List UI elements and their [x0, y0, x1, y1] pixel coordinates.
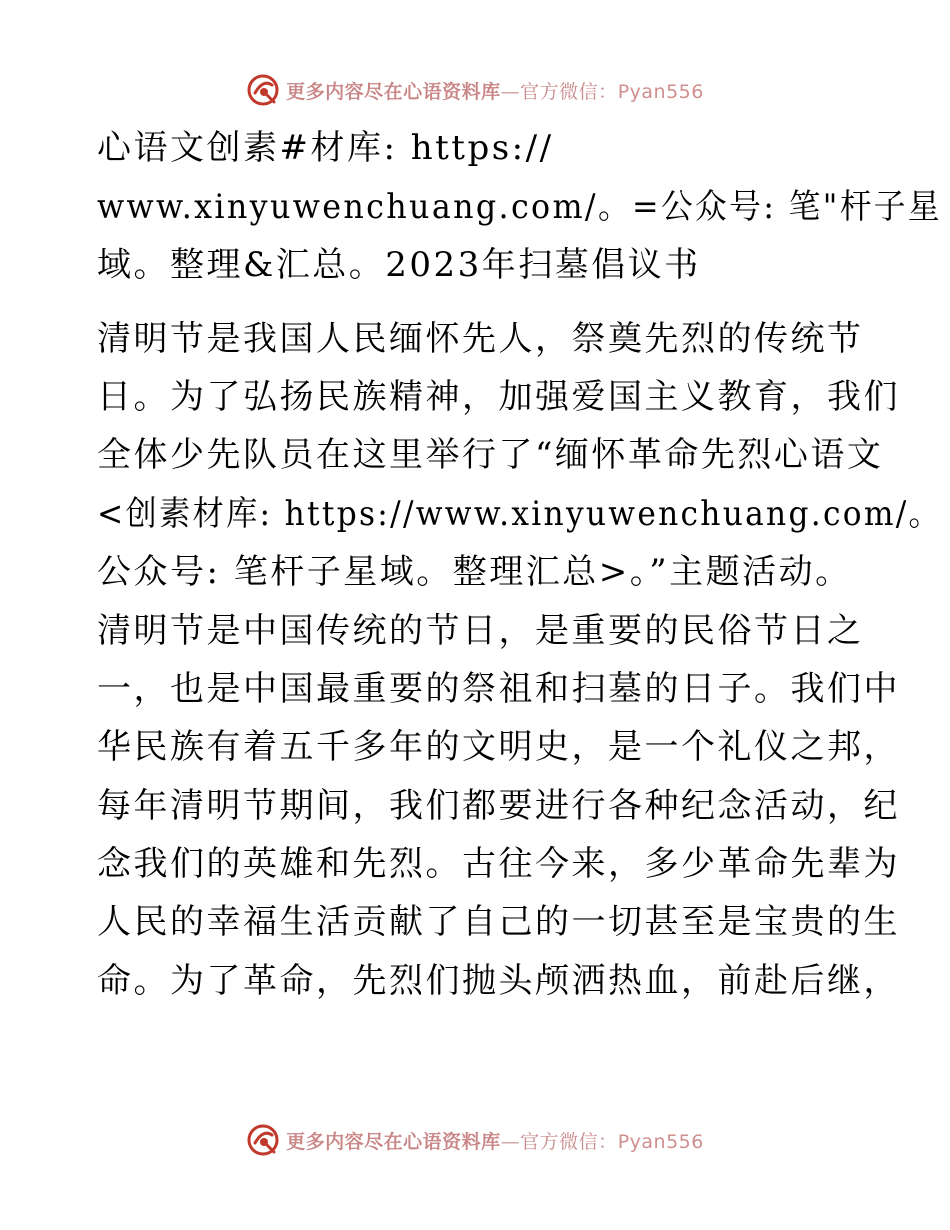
red-seal-logo-icon [246, 73, 280, 107]
body-line-7: 一，也是中国最重要的祭祖和扫墓的日子。我们中 [97, 669, 900, 709]
body-line-10: 念我们的英雄和先烈。古往今来，多少革命先辈为 [97, 844, 900, 884]
body-line-1: 清明节是我国人民缅怀先人，祭奠先烈的传统节 [97, 319, 864, 359]
heading-line-2: www.xinyuwenchuang.com/。=公众号: 笔"杆子星 [97, 187, 942, 227]
body-line-9: 每年清明节期间，我们都要进行各种纪念活动，纪 [97, 786, 900, 826]
body-line-5: 公众号: 笔杆子星域。整理汇总>。”主题活动。 [97, 552, 852, 592]
body-line-6: 清明节是中国传统的节日，是重要的民俗节日之 [97, 611, 864, 651]
header-watermark [0, 70, 950, 110]
body-line-2: 日。为了弘扬民族精神，加强爱国主义教育，我们 [97, 377, 900, 417]
heading-line-3: 域。整理&汇总。2023年扫墓倡议书 [97, 245, 701, 285]
body-line-12: 命。为了革命，先烈们抛头颅洒热血，前赴后继， [97, 961, 900, 1001]
footer-watermark [0, 1120, 950, 1160]
body-line-8: 华民族有着五千多年的文明史，是一个礼仪之邦， [97, 727, 900, 767]
body-line-4: <创素材库: https://www.xinyuwenchuang.com/。 [97, 494, 943, 534]
watermark-text: 更多内容尽在心语资料库—官方微信：Pyan556 [286, 80, 704, 103]
watermark-text: 更多内容尽在心语资料库—官方微信：Pyan556 [286, 1130, 704, 1153]
body-line-11: 人民的幸福生活贡献了自己的一切甚至是宝贵的生 [97, 902, 900, 942]
heading-line-1: 心语文创素#材库: https:// [97, 128, 554, 168]
body-line-3: 全体少先队员在这里举行了“缅怀革命先烈心语文 [97, 435, 884, 475]
red-seal-logo-icon [246, 1123, 280, 1157]
